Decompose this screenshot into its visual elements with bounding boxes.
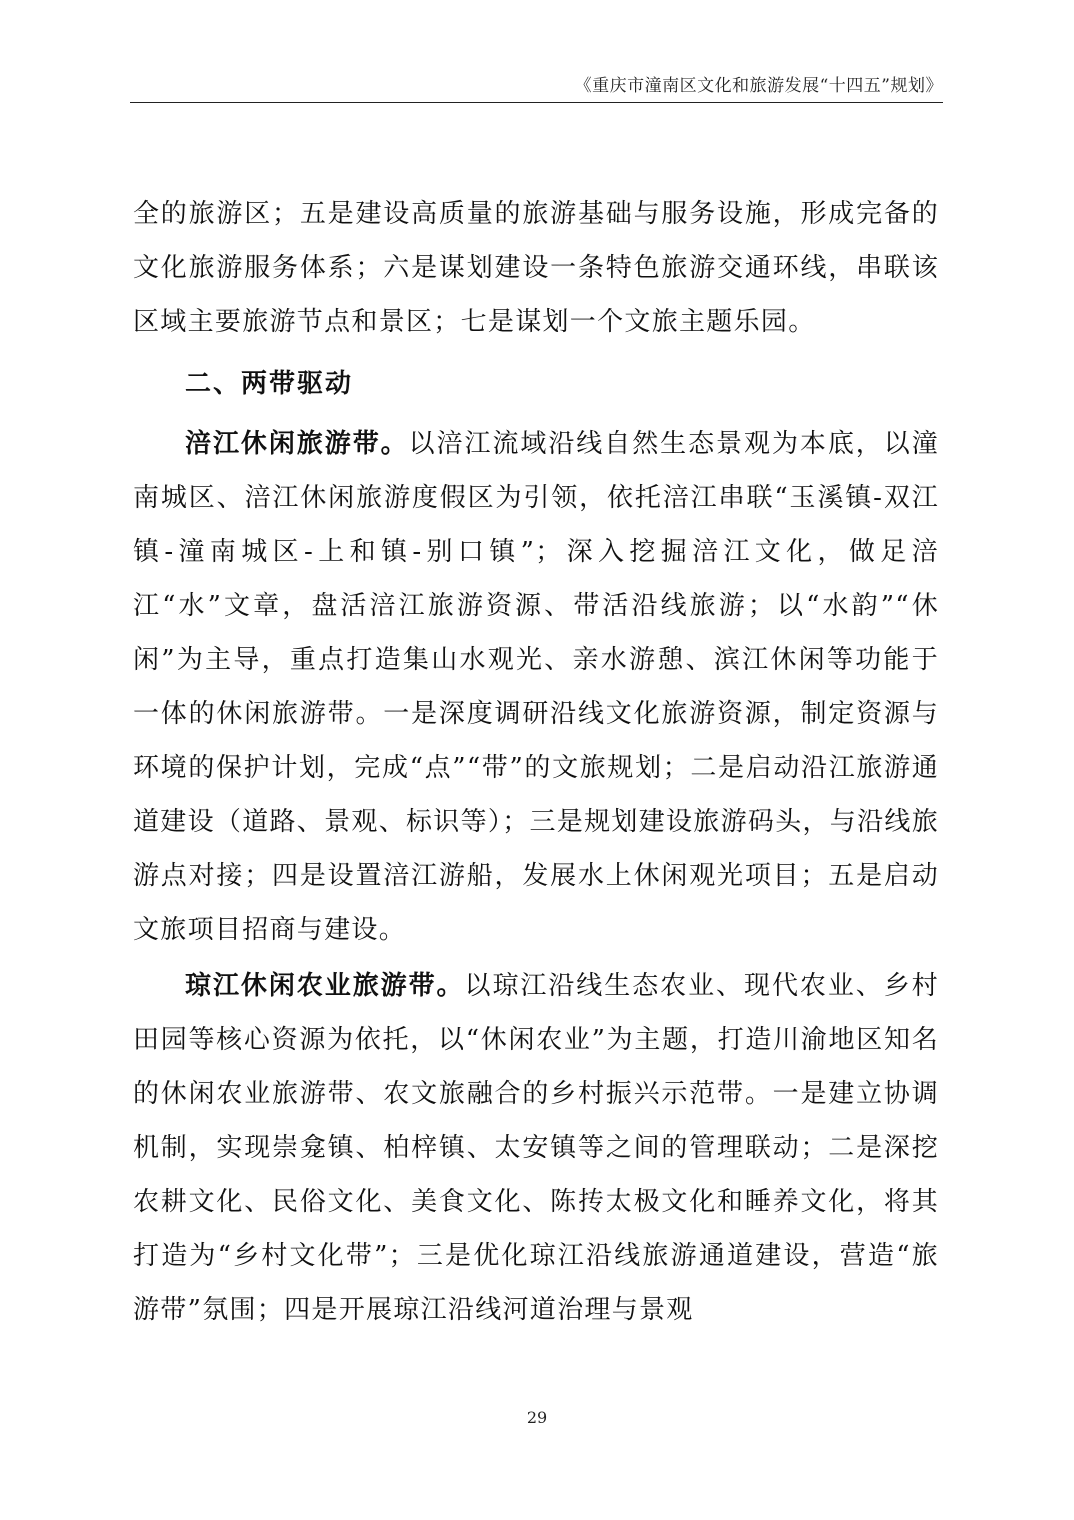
- paragraph-text: 以琼江沿线生态农业、现代农业、乡村田园等核心资源为依托，以“休闲农业”为主题，打造川渝地区知名的休闲农业旅游带、农文旅融合的乡村振兴示范带。一是建立协调机制，实现崇龛镇、柏梓镇、太安镇等之间的管理联动；二是深挖农耕文化、民俗文化、美食文化、陈抟太极文化和睡养文化，将其打造为“乡村文化带”；三是优化琼江沿线旅游通道建设，营造“旅游带”氛围；四是开展琼江沿线河道治理与景观: [133, 971, 939, 1325]
- running-header-title: 《重庆市潼南区文化和旅游发展“十四五”规划》: [574, 76, 943, 96]
- paragraph-fujiang-belt: [133, 417, 939, 957]
- header-rule: [130, 102, 943, 103]
- paragraph-continued: 全的旅游区；五是建设高质量的旅游基础与服务设施，形成完备的文化旅游服务体系；六是谋划建设一条特色旅游交通环线，串联该区域主要旅游节点和景区；七是谋划一个文旅主题乐园。: [133, 199, 939, 337]
- paragraph-lead: 涪江休闲旅游带。: [185, 429, 409, 459]
- page-number: 29: [526, 1408, 548, 1427]
- paragraph-qiongjiang-belt: [133, 959, 939, 1337]
- body-text: [133, 187, 939, 1339]
- section-heading: 二、两带驱动: [185, 369, 354, 399]
- paragraph-text: 以涪江流域沿线自然生态景观为本底，以潼南城区、涪江休闲旅游度假区为引领，依托涪江串联“玉溪镇-双江镇-潼南城区-上和镇-别口镇”；深入挖掘涪江文化，做足涪江“水”文章，盘活涪江旅游资源、带活沿线旅游；以“水韵”“休闲”为主导，重点打造集山水观光、亲水游憩、滨江休闲等功能于一体的休闲旅游带。一是深度调研沿线文化旅游资源，制定资源与环境的保护计划，完成“点”“带”的文旅规划；二是启动沿江旅游通道建设（道路、景观、标识等）；三是规划建设旅游码头，与沿线旅游点对接；四是设置涪江游船，发展水上休闲观光项目；五是启动文旅项目招商与建设。: [133, 429, 940, 945]
- paragraph-lead: 琼江休闲农业旅游带。: [185, 971, 465, 1001]
